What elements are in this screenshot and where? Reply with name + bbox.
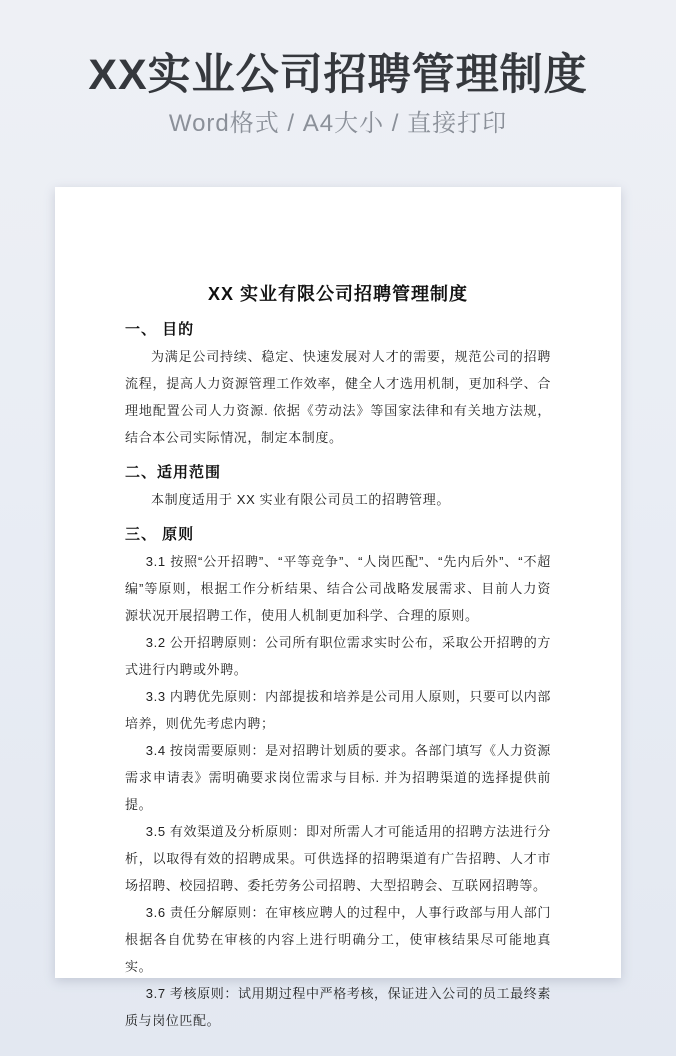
section-purpose: [125, 316, 551, 451]
section-heading: 二、适用范围: [125, 464, 222, 481]
banner-subtitle: Word格式 / A4大小 / 直接打印: [168, 110, 508, 137]
paragraph: 3.4 按岗需要原则：是对招聘计划质的要求。各部门填写《人力资源需求申请表》需明确要求岗位需求与目标. 并为招聘渠道的选择提供前提。: [125, 743, 551, 812]
section-heading: 一、 目的: [125, 321, 195, 338]
paragraph: 本制度适用于 XX 实业有限公司员工的招聘管理。: [151, 492, 450, 507]
section-heading: 三、 原则: [125, 526, 195, 543]
document-page: [55, 187, 621, 1028]
paragraph: 3.6 责任分解原则：在审核应聘人的过程中，人事行政部与用人部门根据各自优势在审核的内容上进行明确分工，使审核结果尽可能地真实。: [125, 905, 551, 974]
section-principles: [125, 521, 551, 1034]
paragraph: 3.7 考核原则：试用期过程中严格考核，保证进入公司的员工最终素质与岗位匹配。: [125, 986, 551, 1028]
document-title: XX 实业有限公司招聘管理制度: [207, 284, 468, 304]
paragraph: 为满足公司持续、稳定、快速发展对人才的需要，规范公司的招聘流程，提高人力资源管理工作效率，健全人才选用机制，更加科学、合理地配置公司人力资源. 依据《劳动法》等国家法律和有关地方法规，结合本公司实际情况，制定本制度。: [125, 349, 551, 445]
section-scope: [125, 459, 551, 513]
banner-title: XX实业公司招聘管理制度: [88, 51, 588, 99]
paragraph: 3.1 按照“公开招聘”、“平等竞争”、“人岗匹配”、“先内后外”、“不超编”等原则，根据工作分析结果、结合公司战略发展需求、目前人力资源状况开展招聘工作，使用人机制更加科学、合理的原则。: [125, 554, 551, 623]
paragraph: 3.5 有效渠道及分析原则：即对所需人才可能适用的招聘方法进行分析，以取得有效的招聘成果。可供选择的招聘渠道有广告招聘、人才市场招聘、校园招聘、委托劳务公司招聘、大型招聘会、互联网招聘等。: [125, 824, 551, 893]
banner: [0, 0, 676, 139]
paragraph: 3.2 公开招聘原则：公司所有职位需求实时公布，采取公开招聘的方式进行内聘或外聘。: [125, 635, 551, 677]
paragraph: 3.3 内聘优先原则：内部提拔和培养是公司用人原则，只要可以内部培养，则优先考虑内聘；: [125, 689, 551, 731]
